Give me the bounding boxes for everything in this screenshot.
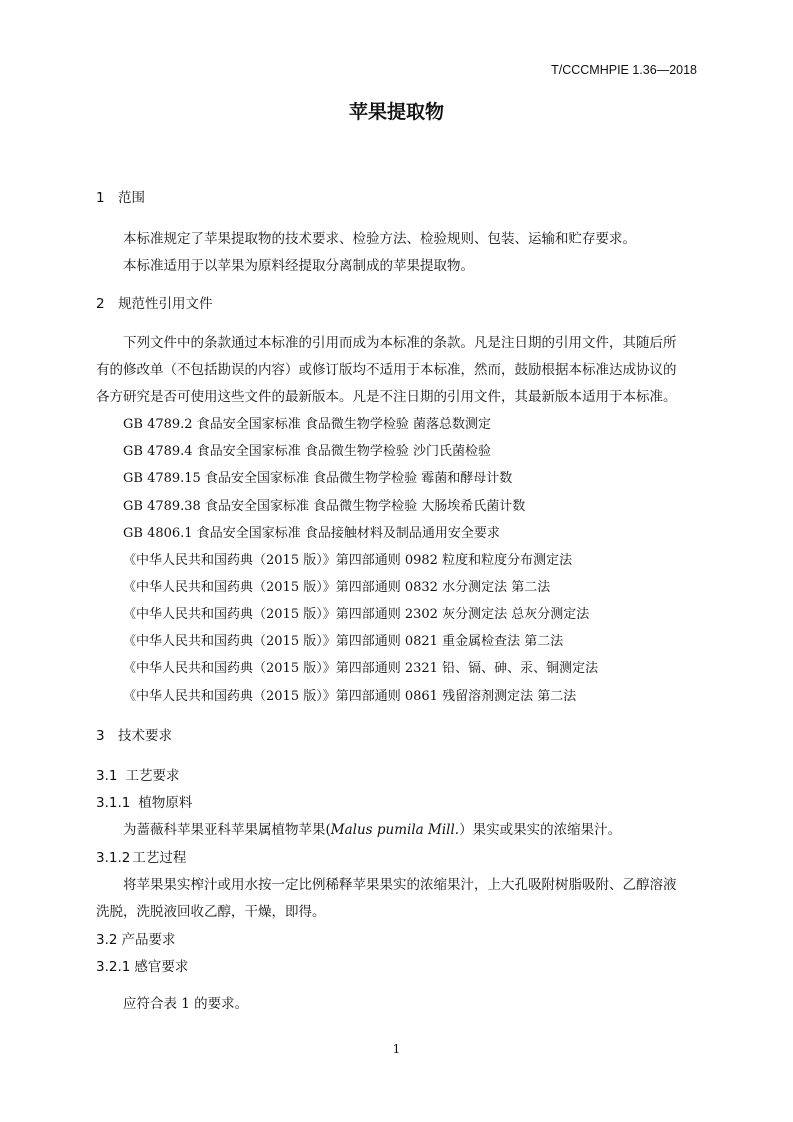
- paragraph-line: 有的修改单（不包括勘误的内容）或修订版均不适用于本标准，然而，鼓励根据本标准达成协议的: [96, 362, 677, 378]
- section-title: 植物原料: [138, 795, 193, 811]
- paragraph: [123, 818, 621, 838]
- paragraph-line: 下列文件中的条款通过本标准的引用而成为本标准的条款。凡是注日期的引用文件，其随后所: [123, 335, 677, 351]
- reference-item: 《中华人民共和国药典（2015 版）》第四部通则 0861 残留溶剂测定法 第二法: [123, 689, 577, 704]
- section-title: 产品要求: [121, 932, 176, 948]
- paragraph-line: 各方研究是否可使用这些文件的最新版本。凡是不注日期的引用文件，其最新版本适用于本标准。: [96, 389, 677, 405]
- section-number: 3: [96, 728, 105, 744]
- reference-item: 《中华人民共和国药典（2015 版）》第四部通则 0832 水分测定法 第二法: [123, 580, 551, 595]
- reference-item: 《中华人民共和国药典（2015 版）》第四部通则 0821 重金属检查法 第二法: [123, 634, 564, 649]
- section-number: 3.1.1: [96, 795, 131, 811]
- subsection-3-1-heading: [96, 764, 179, 784]
- standard-code: T/CCCMHPIE 1.36—2018: [551, 63, 697, 77]
- subsection-3-2-1-heading: [96, 955, 188, 975]
- subsection-3-1-2-heading: [96, 846, 186, 866]
- section-number: 2: [96, 296, 105, 312]
- section-number: 3.2: [96, 932, 118, 948]
- page-number: 1: [392, 1042, 401, 1056]
- text-segment: ）果实或果实的浓缩果汁。: [459, 822, 622, 838]
- section-number: 3.2.1: [96, 959, 131, 975]
- section-3-heading: [96, 724, 172, 744]
- subsection-3-1-1-heading: [96, 791, 192, 811]
- reference-item: GB 4789.38 食品安全国家标准 食品微生物学检验 大肠埃希氏菌计数: [123, 499, 526, 514]
- section-title: 感官要求: [134, 959, 189, 975]
- section-number: 1: [96, 190, 105, 206]
- subsection-3-2-heading: [96, 928, 175, 948]
- reference-item: GB 4789.15 食品安全国家标准 食品微生物学检验 霉菌和酵母计数: [123, 471, 513, 486]
- section-2-heading: [96, 292, 213, 312]
- section-number: 3.1: [96, 768, 118, 784]
- paragraph-line: 将苹果果实榨汁或用水按一定比例稀释苹果果实的浓缩果汁，上大孔吸附树脂吸附、乙醇溶液: [123, 877, 677, 893]
- section-title: 工艺要求: [125, 768, 180, 784]
- paragraph: 应符合表 1 的要求。: [123, 996, 249, 1012]
- reference-item: GB 4789.2 食品安全国家标准 食品微生物学检验 菌落总数测定: [123, 417, 491, 432]
- reference-item: 《中华人民共和国药典（2015 版）》第四部通则 0982 粒度和粒度分布测定法: [123, 553, 573, 568]
- paragraph: 本标准规定了苹果提取物的技术要求、检验方法、检验规则、包装、运输和贮存要求。: [123, 231, 636, 247]
- paragraph: 本标准适用于以苹果为原料经提取分离制成的苹果提取物。: [123, 258, 474, 274]
- section-1-heading: [96, 186, 145, 206]
- page-title: 苹果提取物: [348, 101, 444, 123]
- latin-name: Malus pumila Mill.: [330, 822, 460, 838]
- section-title: 规范性引用文件: [118, 296, 213, 312]
- section-title: 范围: [118, 190, 145, 206]
- section-number: 3.1.2: [96, 850, 131, 866]
- paragraph-line: 洗脱，洗脱液回收乙醇，干燥，即得。: [96, 904, 326, 920]
- reference-item: 《中华人民共和国药典（2015 版）》第四部通则 2302 灰分测定法 总灰分测定法: [123, 607, 590, 622]
- text-segment: 为蔷薇科苹果亚科苹果属植物苹果(: [123, 822, 331, 838]
- reference-item: GB 4789.4 食品安全国家标准 食品微生物学检验 沙门氏菌检验: [123, 444, 491, 459]
- reference-item: GB 4806.1 食品安全国家标准 食品接触材料及制品通用安全要求: [123, 526, 500, 541]
- section-title: 技术要求: [118, 728, 172, 744]
- reference-item: 《中华人民共和国药典（2015 版）》第四部通则 2321 铅、镉、砷、汞、铜测定法: [123, 661, 599, 676]
- section-title: 工艺过程: [132, 850, 187, 866]
